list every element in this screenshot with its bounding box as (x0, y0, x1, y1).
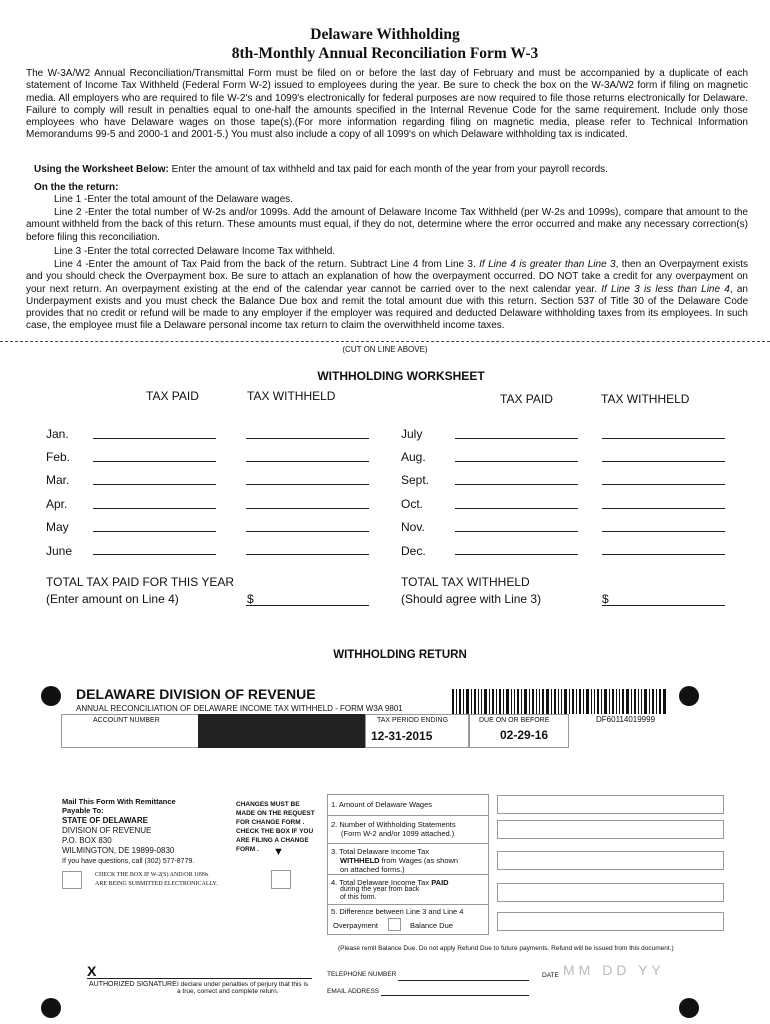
month-label: Mar. (46, 473, 70, 487)
worksheet-label: Using the Worksheet Below: (34, 164, 169, 175)
month-label: June (46, 544, 73, 558)
total-paid-field[interactable] (246, 605, 369, 606)
change-note: ARE FILING A CHANGE (236, 837, 309, 844)
month-label: Oct. (401, 497, 424, 511)
line2-instruction: Line 2 -Enter the total number of W-2s and/or 1099s. Add the amount of Delaware Income Tax Withheld (per W-2s and 1099s), compare that amount to the amount withheld from the back of this return. These amounts must equal, if they do not, determine where the error occurred and make any necessary correction(s) before filing this reconciliation. (26, 207, 748, 243)
form-title: Delaware Withholding (310, 26, 460, 43)
questions-phone: If you have questions, call (302) 577-8779. (62, 858, 195, 865)
account-number-redacted (198, 714, 365, 748)
month-label: Apr. (46, 497, 68, 511)
total-withheld-label: TOTAL TAX WITHHELD (401, 575, 530, 589)
col-tax-paid-left: TAX PAID (146, 389, 199, 403)
month-label: Dec. (401, 544, 426, 558)
tax-paid-field[interactable] (497, 883, 724, 902)
col-tax-withheld-left: TAX WITHHELD (247, 389, 336, 403)
june-withheld-field[interactable] (246, 554, 369, 555)
change-note: CHECK THE BOX IF YOU (236, 828, 314, 835)
may-withheld-field[interactable] (246, 531, 369, 532)
line3-label-2 (340, 856, 458, 865)
intro-paragraph: The W-3A/W2 Annual Reconciliation/Transmittal Form must be filed on or before the last day of February and must be accompanied by a duplicate of each statement of Income Tax Withheld (Federal Form W-2) issued to employees during the year. Be sure to check the box on the W-3A/W2 form if filing on magnetic media. All employers who are required to file W-2's and 1099's electronically for federal purposes are now required to file those returns electronically for Delaware. Failure to comply will result in penalties equal to one-half the amounts specified in the Internal Revenue Code for the same requirement. Include only those employees who have Delaware wages on those tape(s).(For more information regarding filing on magnetic media, please refer to Technical Information Memorandums 99-5 and 2000-1 and 2001-5.) You must also include a copy of all 1099's on which Delaware withholding tax is indicated. (26, 68, 748, 141)
total-paid-note: (Enter amount on Line 4) (46, 592, 179, 606)
line4-italic-2: If Line 3 is less than Line 4 (601, 283, 730, 295)
nov-withheld-field[interactable] (602, 531, 725, 532)
col-tax-paid-right: TAX PAID (500, 392, 553, 406)
mar-paid-field[interactable] (93, 484, 216, 485)
registration-mark (41, 998, 61, 1018)
declaration: I declare under penalties of perjury that this is (177, 981, 309, 988)
email-label: EMAIL ADDRESS (327, 988, 380, 995)
mar-withheld-field[interactable] (246, 484, 369, 485)
aug-withheld-field[interactable] (602, 461, 725, 462)
total-paid-label: TOTAL TAX PAID FOR THIS YEAR (46, 575, 235, 589)
feb-withheld-field[interactable] (246, 461, 369, 462)
registration-mark (679, 686, 699, 706)
overpayment-label: Overpayment (333, 921, 379, 930)
paid-emphasis: PAID (431, 878, 449, 887)
email-field[interactable] (381, 995, 529, 996)
signature-field[interactable] (87, 978, 312, 979)
divider (327, 874, 488, 875)
line4-text-b: , then an Overpayment exists and you should check the Overpayment box. Be sure to attach an explanation of how the overpayment occurred. DO NOT take a credit for any overpayment on your next return. An overpayment existing at the end of the calendar year cannot be carried over to the next calendar year. (26, 259, 748, 295)
line4-italic-1: If Line 4 is greater than Line 3 (479, 259, 616, 270)
due-date-label: DUE ON OR BEFORE (479, 717, 550, 724)
electronic-note: ARE BEING SUBMITTED ELECTRONICALLY. (95, 881, 218, 887)
declaration-2: a true, correct and complete return. (177, 988, 279, 995)
registration-mark (679, 998, 699, 1018)
line3-label: 3. Total Delaware Income Tax (331, 847, 430, 856)
month-label: Jan. (46, 427, 69, 441)
cut-line-label: (CUT ON LINE ABOVE) (342, 345, 428, 354)
month-label: Sept. (401, 473, 430, 487)
apr-withheld-field[interactable] (246, 508, 369, 509)
line2-label: 2. Number of Withholding Statements (331, 820, 456, 829)
telephone-field[interactable] (398, 980, 529, 981)
july-withheld-field[interactable] (602, 438, 725, 439)
tax-withheld-field[interactable] (497, 851, 724, 870)
line3-text: from Wages (as shown (379, 856, 459, 865)
change-note: FORM . (236, 846, 259, 853)
signature-x: X (87, 963, 97, 979)
payable-to: Payable To: (62, 806, 104, 815)
month-label: Feb. (46, 450, 71, 464)
worksheet-instructions (34, 164, 748, 176)
dec-withheld-field[interactable] (602, 554, 725, 555)
oct-paid-field[interactable] (455, 508, 578, 509)
change-form-checkbox[interactable] (271, 870, 291, 889)
apr-paid-field[interactable] (93, 508, 216, 509)
address-line: WILMINGTON, DE 19899-0830 (62, 846, 175, 855)
line4-note-2: of this form. (340, 894, 377, 901)
month-label: Aug. (401, 450, 426, 464)
withheld-emphasis: WITHHELD (340, 856, 380, 865)
form-description: ANNUAL RECONCILIATION OF DELAWARE INCOME TAX WITHHELD - FORM W3A 9801 (76, 704, 403, 713)
tax-period-value: 12-31-2015 (371, 729, 433, 743)
july-paid-field[interactable] (455, 438, 578, 439)
nov-paid-field[interactable] (455, 531, 578, 532)
line2-note: (Form W-2 and/or 1099 attached.) (341, 829, 455, 838)
account-number-label: ACCOUNT NUMBER (93, 717, 160, 724)
line1-label: 1. Amount of Delaware Wages (331, 800, 433, 809)
due-date-value: 02-29-16 (500, 728, 549, 742)
remit-note: (Please remit Balance Due. Do not apply Refund Due to future payments. Refund will be issued from this document.) (338, 945, 674, 952)
month-label: July (401, 427, 423, 441)
oct-withheld-field[interactable] (602, 508, 725, 509)
line4-note: during the year from back (340, 886, 420, 893)
change-note: CHANGES MUST BE (236, 801, 300, 808)
line1-instruction: Line 1 -Enter the total amount of the Delaware wages. (54, 194, 294, 205)
electronic-note: CHECK THE BOX IF W-2(S) AND/OR 1099s (95, 872, 209, 878)
divider (327, 843, 488, 844)
month-label: May (46, 520, 69, 534)
jan-paid-field[interactable] (93, 438, 216, 439)
down-arrow-icon: ▼ (273, 846, 284, 858)
divider (327, 815, 488, 816)
sept-withheld-field[interactable] (602, 484, 725, 485)
jan-withheld-field[interactable] (246, 438, 369, 439)
overpayment-checkbox[interactable] (388, 918, 401, 931)
authorized-signature-label: AUTHORIZED SIGNATURE (89, 981, 177, 988)
mail-instruction: Mail This Form With Remittance (62, 797, 176, 806)
form-subtitle: 8th-Monthly Annual Reconciliation Form W-3 (231, 45, 539, 62)
address-line: DIVISION OF REVENUE (62, 826, 152, 835)
june-paid-field[interactable] (93, 554, 216, 555)
date-label: DATE (542, 972, 559, 979)
dollar-sign: $ (602, 592, 609, 606)
line4-instruction (26, 259, 748, 333)
line4-text-c: , an Underpayment exists and you must check the Balance Due box and remit the total amount due with this return. Section 537 of Title 30 of the Delaware Code provides that no credit or refund will be made to any employer if the employer was required and deducted Delaware withholding taxes from its employees. In such case, the employee must file a Delaware personal income tax return to claim the overwithheld income taxes. (26, 283, 748, 332)
date-field[interactable]: MM DD YY (563, 962, 665, 978)
month-label: Nov. (401, 520, 425, 534)
wages-amount-field[interactable] (497, 795, 724, 814)
dec-paid-field[interactable] (455, 554, 578, 555)
electronic-checkbox[interactable] (62, 871, 82, 889)
line4-text: 4. Total Delaware Income Tax (331, 878, 432, 887)
line3-note: on attached forms.) (340, 865, 405, 874)
total-withheld-field[interactable] (602, 605, 725, 606)
sept-paid-field[interactable] (455, 484, 578, 485)
difference-field[interactable] (497, 912, 724, 931)
telephone-label: TELEPHONE NUMBER (327, 971, 397, 978)
worksheet-text: Enter the amount of tax withheld and tax paid for each month of the year from your payroll records. (168, 164, 608, 175)
dollar-sign: $ (247, 592, 254, 606)
balance-due-label: Balance Due (410, 921, 453, 930)
total-withheld-note: (Should agree with Line 3) (401, 592, 542, 606)
return-section-title: WITHHOLDING RETURN (333, 649, 467, 661)
cut-line (0, 341, 770, 342)
barcode (452, 689, 666, 714)
address-line: P.O. BOX 830 (62, 836, 112, 845)
tax-period-label: TAX PERIOD ENDING (377, 717, 449, 724)
line3-instruction: Line 3 -Enter the total corrected Delaware Income Tax withheld. (54, 246, 336, 257)
divider (327, 904, 488, 905)
change-note: MADE ON THE REQUEST (236, 810, 315, 817)
statements-count-field[interactable] (497, 820, 724, 839)
col-tax-withheld-right: TAX WITHHELD (601, 392, 690, 406)
change-note: FOR CHANGE FORM . (236, 819, 305, 826)
on-return-heading: On the the return: (34, 182, 119, 193)
form-code: DF60114019999 (596, 715, 656, 724)
agency-name: DELAWARE DIVISION OF REVENUE (76, 686, 316, 702)
registration-mark (41, 686, 61, 706)
aug-paid-field[interactable] (455, 461, 578, 462)
line5-label: 5. Difference between Line 3 and Line 4 (331, 907, 464, 916)
line4-text-a: Line 4 -Enter the amount of Tax Paid from the back of the return. Subtract Line 4 from Line 3. (54, 259, 480, 270)
address-line: STATE OF DELAWARE (62, 816, 148, 825)
feb-paid-field[interactable] (93, 461, 216, 462)
worksheet-title: WITHHOLDING WORKSHEET (317, 369, 485, 383)
may-paid-field[interactable] (93, 531, 216, 532)
